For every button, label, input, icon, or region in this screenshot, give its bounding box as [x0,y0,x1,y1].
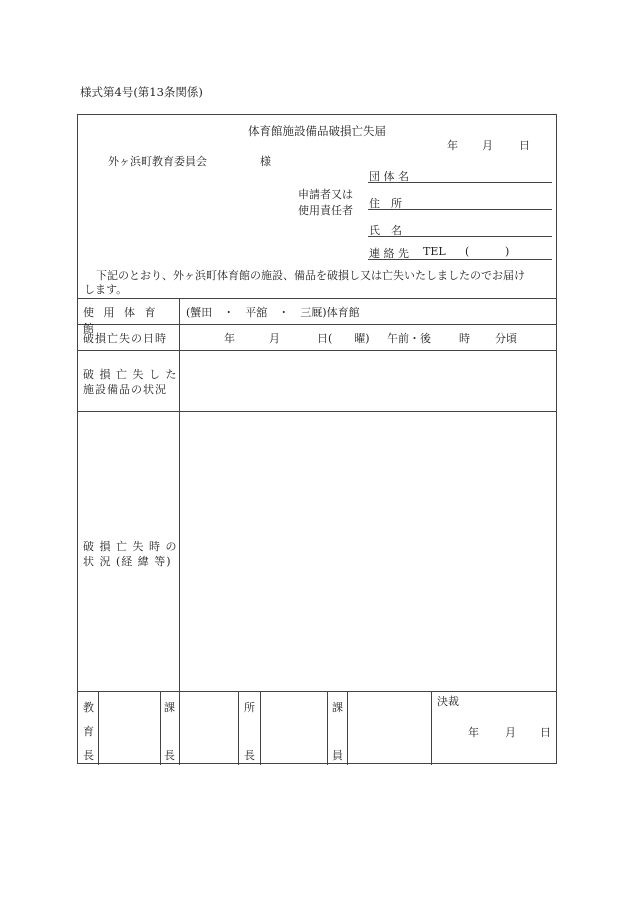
situation-label-line2: 状 況 (経 緯 等) [83,555,172,568]
applicant-label-line2: 使用責任者 [298,204,353,217]
kessai-month: 月 [505,726,516,739]
kyoikucho-char-2: 育 [83,725,94,738]
label-column-divider [179,298,180,691]
form-title: 体育館施設備品破損亡失届 [248,124,386,138]
datetime-hour: 時 [459,332,470,345]
datetime-month: 月 [269,332,280,345]
kacho-char-1: 課 [164,701,175,714]
shocho-char-2: 長 [244,749,255,762]
tel-label: TEL [423,245,446,258]
condition-label-line2: 施設備品の状況 [83,383,167,396]
datetime-ampm: 午前・後 [387,332,431,345]
approval-divider-6 [327,691,328,765]
kacho-char-2: 長 [164,749,175,762]
kessai-label: 決裁 [437,695,459,708]
condition-label-line1: 破 損 亡 失 し た [83,368,178,381]
gym-label: 使 用 体 育 館 [83,306,159,335]
kessai-day: 日 [540,726,551,739]
tel-paren-open: ( [465,245,470,258]
kyoikucho-char-3: 長 [83,749,94,762]
situation-input-area[interactable] [181,413,555,689]
datetime-year: 年 [224,332,235,345]
approval-divider-4 [238,691,239,765]
kain-char-1: 課 [332,701,343,714]
row-divider-5 [78,691,556,692]
date-year: 年 [447,139,458,152]
condition-input-area[interactable] [181,352,555,409]
group-name-label: 団 体 名 [369,170,409,183]
application-form [77,114,557,764]
date-day: 日 [519,139,530,152]
situation-label-line1: 破 損 亡 失 時 の [83,540,178,553]
contact-line[interactable] [368,259,552,260]
addressee-name: 外ヶ浜町教育委員会 [108,155,207,168]
kacho-stamp-box[interactable] [182,693,236,763]
row-divider-3 [78,350,556,351]
approval-divider-1 [98,691,99,765]
kain-char-2: 員 [332,749,343,762]
tel-paren-close: ) [505,245,510,258]
contact-label: 連 絡 先 [369,247,409,260]
form-number: 様式第4号(第13条関係) [80,85,203,99]
approval-divider-8 [431,691,432,765]
shocho-stamp-box[interactable] [263,693,325,763]
date-month: 月 [482,139,493,152]
applicant-label-line1: 申請者又は [298,188,353,201]
approval-divider-5 [260,691,261,765]
approval-divider-3 [179,691,180,765]
row-divider-4 [78,411,556,412]
name-line[interactable] [368,236,552,237]
gym-value[interactable]: (蟹田 ・ 平舘 ・ 三厩)体育館 [186,306,360,319]
address-line[interactable] [368,209,552,210]
datetime-label: 破損亡失の日時 [83,332,167,345]
addressee-honorific: 様 [260,155,271,168]
group-name-line[interactable] [368,182,552,183]
notice-line1: 下記のとおり、外ヶ浜町体育館の施設、備品を破損し又は亡失いたしましたのでお届け [96,269,525,282]
notice-line2: します。 [84,283,128,296]
address-label: 住 所 [369,197,402,210]
kain-stamp-box[interactable] [350,693,429,763]
row-divider-1 [78,298,556,299]
name-label: 氏 名 [369,224,402,237]
shocho-char-1: 所 [244,701,255,714]
kessai-year: 年 [468,726,479,739]
datetime-day-weekday: 日( 曜) [317,332,370,345]
approval-divider-7 [347,691,348,765]
kyoikucho-char-1: 教 [83,701,94,714]
datetime-minute: 分頃 [495,332,517,345]
kyoikucho-stamp-box[interactable] [103,693,158,763]
approval-divider-2 [160,691,161,765]
